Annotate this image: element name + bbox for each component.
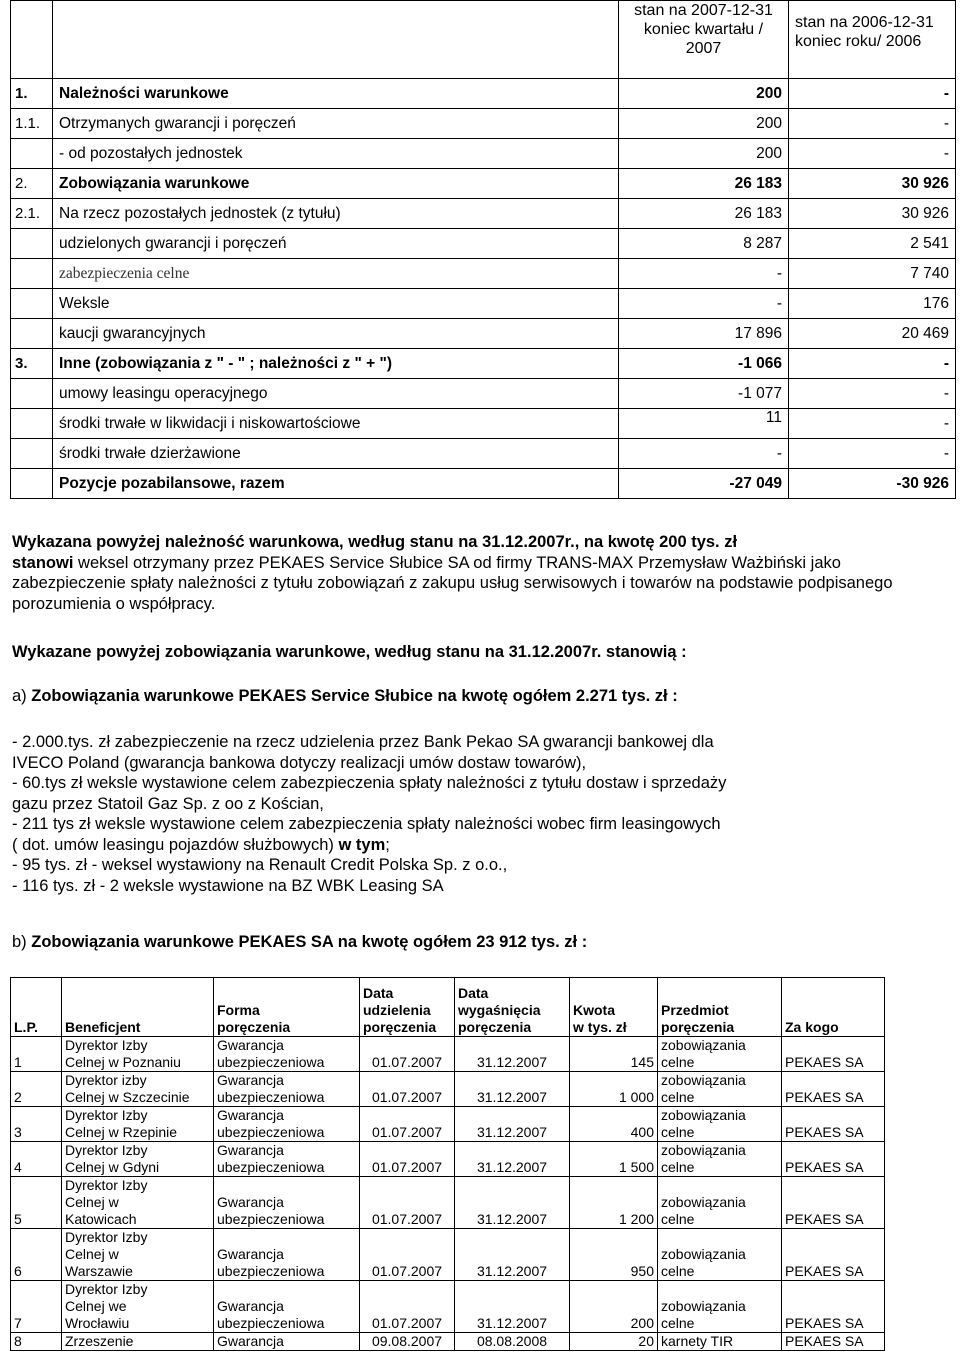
value-2006: 30 926 — [789, 199, 956, 229]
table-row — [11, 319, 956, 349]
table-row — [11, 289, 956, 319]
list-item: - 2.000.tys. zł zabezpieczenie na rzecz udzielenia przez Bank Pekao SA gwarancji bankowej dla — [12, 733, 714, 751]
value-2007: 200 — [619, 109, 789, 139]
cell-kwota: 1 200 — [570, 1177, 658, 1229]
cell-lp: 7 — [11, 1281, 62, 1333]
col-header-kwota: Kwota w tys. zł — [570, 978, 658, 1037]
row-number — [11, 259, 53, 289]
cell-kwota: 1 500 — [570, 1142, 658, 1177]
value-2007: -1 077 — [619, 379, 789, 409]
table-row — [11, 379, 956, 409]
cell-za-kogo: PEKAES SA — [782, 1037, 885, 1072]
cell-kwota: 400 — [570, 1107, 658, 1142]
cell-za-kogo: PEKAES SA — [782, 1142, 885, 1177]
value-2007: 8 287 — [619, 229, 789, 259]
value-2007: - — [619, 259, 789, 289]
cell-lp: 6 — [11, 1229, 62, 1281]
cell-data-udzielenia: 01.07.2007 — [360, 1107, 455, 1142]
cell-przedmiot: zobowiązania celne — [658, 1107, 782, 1142]
row-number — [11, 139, 53, 169]
row-number — [11, 229, 53, 259]
cell-beneficjent: Dyrektor Izby Celnej w Poznaniu — [62, 1037, 214, 1072]
value-2007: -1 066 — [619, 349, 789, 379]
paragraph-receivable: Wykazana powyżej należność warunkowa, według stanu na 31.12.2007r., na kwotę 200 tys. zł stanowi weksel otrzymany przez PEKAES Service Słubice SA od firmy TRANS-MAX Przemysław Ważbiński jako zabezpieczenie spłaty należności z tytułu zobowiązań z zakupu usług serwisowych i towarów na podstawie podpisanego porozumienia o współpracy. — [12, 533, 893, 613]
cell-przedmiot: zobowiązania celne — [658, 1229, 782, 1281]
row-number: 2.1. — [11, 199, 53, 229]
value-2006: - — [789, 379, 956, 409]
col-header-beneficjent: Beneficjent — [62, 978, 214, 1037]
table-row — [11, 1072, 885, 1107]
cell-przedmiot: zobowiązania celne — [658, 1177, 782, 1229]
cell-kwota: 145 — [570, 1037, 658, 1072]
value-2007: 17 896 — [619, 319, 789, 349]
cell-za-kogo: PEKAES SA — [782, 1229, 885, 1281]
cell-za-kogo: PEKAES SA — [782, 1177, 885, 1229]
cell-beneficjent: Zrzeszenie — [62, 1333, 214, 1351]
cell-lp: 5 — [11, 1177, 62, 1229]
cell-forma: Gwarancja ubezpieczeniowa — [214, 1107, 360, 1142]
row-label: środki trwałe w likwidacji i niskowartościowe — [53, 409, 619, 439]
cell-lp: 2 — [11, 1072, 62, 1107]
value-2006: 176 — [789, 289, 956, 319]
row-number — [11, 439, 53, 469]
cell-beneficjent: Dyrektor Izby Celnej w Rzepinie — [62, 1107, 214, 1142]
cell-data-udzielenia: 01.07.2007 — [360, 1229, 455, 1281]
row-number — [11, 289, 53, 319]
cell-data-udzielenia: 01.07.2007 — [360, 1281, 455, 1333]
table-row — [11, 1229, 885, 1281]
row-label: Inne (zobowiązania z " - " ; należności z " + ") — [53, 349, 619, 379]
col-header-za-kogo: Za kogo — [782, 978, 885, 1037]
value-2006: 7 740 — [789, 259, 956, 289]
row-label: kaucji gwarancyjnych — [53, 319, 619, 349]
header-empty-cell — [53, 1, 619, 79]
table-row — [11, 139, 956, 169]
cell-lp: 4 — [11, 1142, 62, 1177]
row-label: Otrzymanych gwarancji i poręczeń — [53, 109, 619, 139]
cell-data-wygasniecia: 31.12.2007 — [455, 1281, 570, 1333]
cell-kwota: 200 — [570, 1281, 658, 1333]
row-number: 1.1. — [11, 109, 53, 139]
cell-kwota: 20 — [570, 1333, 658, 1351]
col-header-lp: L.P. — [11, 978, 62, 1037]
row-number — [11, 379, 53, 409]
cell-forma: Gwarancja ubezpieczeniowa — [214, 1072, 360, 1107]
guarantees-table — [10, 977, 885, 1351]
cell-data-wygasniecia: 31.12.2007 — [455, 1142, 570, 1177]
table-row — [11, 169, 956, 199]
balance-sheet-table — [10, 0, 956, 499]
cell-kwota: 950 — [570, 1229, 658, 1281]
value-2006: - — [789, 409, 956, 439]
cell-data-wygasniecia: 31.12.2007 — [455, 1072, 570, 1107]
cell-beneficjent: Dyrektor Izby Celnej w Katowicach — [62, 1177, 214, 1229]
liabilities-list — [12, 732, 952, 896]
value-2006: - — [789, 439, 956, 469]
cell-beneficjent: Dyrektor Izby Celnej we Wrocławiu — [62, 1281, 214, 1333]
col-header-przedmiot: Przedmiot poręczenia — [658, 978, 782, 1037]
cell-przedmiot: zobowiązania celne — [658, 1072, 782, 1107]
cell-za-kogo: PEKAES SA — [782, 1281, 885, 1333]
cell-forma: Gwarancja ubezpieczeniowa — [214, 1281, 360, 1333]
value-2007: 200 — [619, 79, 789, 109]
value-2006: - — [789, 109, 956, 139]
list-item: - 60.tys zł weksle wystawione celem zabezpieczenia spłaty należności z tytułu dostaw i sprzedaży — [12, 774, 727, 792]
list-item: IVECO Poland (gwarancja bankowa dotyczy realizacji umów dostaw towarów), — [12, 753, 587, 772]
cell-lp: 1 — [11, 1037, 62, 1072]
table-row — [11, 469, 956, 499]
table-header-row — [11, 1, 956, 79]
cell-data-udzielenia: 01.07.2007 — [360, 1072, 455, 1107]
cell-data-udzielenia: 09.08.2007 — [360, 1333, 455, 1351]
list-item: gazu przez Statoil Gaz Sp. z oo z Kościan, — [12, 794, 324, 813]
table-row — [11, 1142, 885, 1177]
cell-przedmiot: zobowiązania celne — [658, 1281, 782, 1333]
table-row — [11, 439, 956, 469]
cell-forma: Gwarancja ubezpieczeniowa — [214, 1177, 360, 1229]
value-2006: -30 926 — [789, 469, 956, 499]
row-label: udzielonych gwarancji i poręczeń — [53, 229, 619, 259]
table-row — [11, 229, 956, 259]
cell-beneficjent: Dyrektor izby Celnej w Szczecinie — [62, 1072, 214, 1107]
header-2007: stan na 2007-12-31 koniec kwartału / 2007 — [619, 1, 789, 79]
row-label: zabezpieczenia celne — [53, 259, 619, 289]
table-row — [11, 1177, 885, 1229]
cell-data-udzielenia: 01.07.2007 — [360, 1037, 455, 1072]
cell-lp: 8 — [11, 1333, 62, 1351]
paragraph-section-a: a) Zobowiązania warunkowe PEKAES Service Słubice na kwotę ogółem 2.271 tys. zł : — [12, 687, 678, 705]
value-2006: 30 926 — [789, 169, 956, 199]
value-2007: - — [619, 289, 789, 319]
cell-forma: Gwarancja ubezpieczeniowa — [214, 1229, 360, 1281]
cell-przedmiot: zobowiązania celne — [658, 1142, 782, 1177]
value-2007: 26 183 — [619, 169, 789, 199]
paragraph-section-b: b) Zobowiązania warunkowe PEKAES SA na kwotę ogółem 23 912 tys. zł : — [12, 933, 588, 951]
row-label: umowy leasingu operacyjnego — [53, 379, 619, 409]
col-header-data-wygasniecia: Data wygaśnięcia poręczenia — [455, 978, 570, 1037]
cell-forma: Gwarancja ubezpieczeniowa — [214, 1037, 360, 1072]
table-header-row — [11, 978, 885, 1037]
cell-przedmiot: karnety TIR — [658, 1333, 782, 1351]
cell-data-wygasniecia: 31.12.2007 — [455, 1107, 570, 1142]
value-2007: 200 — [619, 139, 789, 169]
list-item: ( dot. umów leasingu pojazdów służbowych) w tym; — [12, 835, 390, 854]
table-row — [11, 409, 956, 439]
cell-beneficjent: Dyrektor Izby Celnej w Warszawie — [62, 1229, 214, 1281]
row-number — [11, 409, 53, 439]
row-label: środki trwałe dzierżawione — [53, 439, 619, 469]
col-header-forma: Forma poręczenia — [214, 978, 360, 1037]
value-2006: - — [789, 349, 956, 379]
value-2006: 2 541 — [789, 229, 956, 259]
list-item: - 95 tys. zł - weksel wystawiony na Renault Credit Polska Sp. z o.o., — [12, 856, 508, 874]
cell-data-wygasniecia: 31.12.2007 — [455, 1037, 570, 1072]
table-row — [11, 1107, 885, 1142]
list-item: - 116 tys. zł - 2 weksle wystawione na BZ WBK Leasing SA — [12, 876, 444, 895]
value-2007: 26 183 — [619, 199, 789, 229]
row-label: Weksle — [53, 289, 619, 319]
row-label: Zobowiązania warunkowe — [53, 169, 619, 199]
cell-forma: Gwarancja — [214, 1333, 360, 1351]
value-2006: 20 469 — [789, 319, 956, 349]
list-item: - 211 tys zł weksle wystawione celem zabezpieczenia spłaty należności wobec firm leasingowych — [12, 815, 721, 833]
table-row — [11, 1281, 885, 1333]
table-row — [11, 1037, 885, 1072]
col-header-data-udzielenia: Data udzielenia poręczenia — [360, 978, 455, 1037]
cell-data-wygasniecia: 08.08.2008 — [455, 1333, 570, 1351]
row-label: - od pozostałych jednostek — [53, 139, 619, 169]
cell-data-wygasniecia: 31.12.2007 — [455, 1229, 570, 1281]
paragraph-liabilities-heading: Wykazane powyżej zobowiązania warunkowe, według stanu na 31.12.2007r. stanowią : — [12, 643, 687, 661]
header-empty-cell — [11, 1, 53, 79]
cell-za-kogo: PEKAES SA — [782, 1333, 885, 1351]
cell-kwota: 1 000 — [570, 1072, 658, 1107]
value-2007: -27 049 — [619, 469, 789, 499]
value-2007: 11 — [619, 409, 789, 439]
row-number — [11, 319, 53, 349]
row-number — [11, 469, 53, 499]
row-label: Na rzecz pozostałych jednostek (z tytułu) — [53, 199, 619, 229]
table-row — [11, 259, 956, 289]
value-2007: - — [619, 439, 789, 469]
row-label: Należności warunkowe — [53, 79, 619, 109]
cell-beneficjent: Dyrektor Izby Celnej w Gdyni — [62, 1142, 214, 1177]
cell-data-udzielenia: 01.07.2007 — [360, 1142, 455, 1177]
cell-za-kogo: PEKAES SA — [782, 1072, 885, 1107]
value-2006: - — [789, 79, 956, 109]
table-row — [11, 199, 956, 229]
table-row — [11, 1333, 885, 1351]
value-2006: - — [789, 139, 956, 169]
table-row — [11, 349, 956, 379]
cell-przedmiot: zobowiązania celne — [658, 1037, 782, 1072]
row-number: 1. — [11, 79, 53, 109]
cell-forma: Gwarancja ubezpieczeniowa — [214, 1142, 360, 1177]
row-label: Pozycje pozabilansowe, razem — [53, 469, 619, 499]
cell-data-wygasniecia: 31.12.2007 — [455, 1177, 570, 1229]
header-2006: stan na 2006-12-31 koniec roku/ 2006 — [789, 1, 956, 79]
cell-lp: 3 — [11, 1107, 62, 1142]
table-row — [11, 109, 956, 139]
cell-data-udzielenia: 01.07.2007 — [360, 1177, 455, 1229]
table-row — [11, 79, 956, 109]
row-number: 2. — [11, 169, 53, 199]
row-number: 3. — [11, 349, 53, 379]
cell-za-kogo: PEKAES SA — [782, 1107, 885, 1142]
